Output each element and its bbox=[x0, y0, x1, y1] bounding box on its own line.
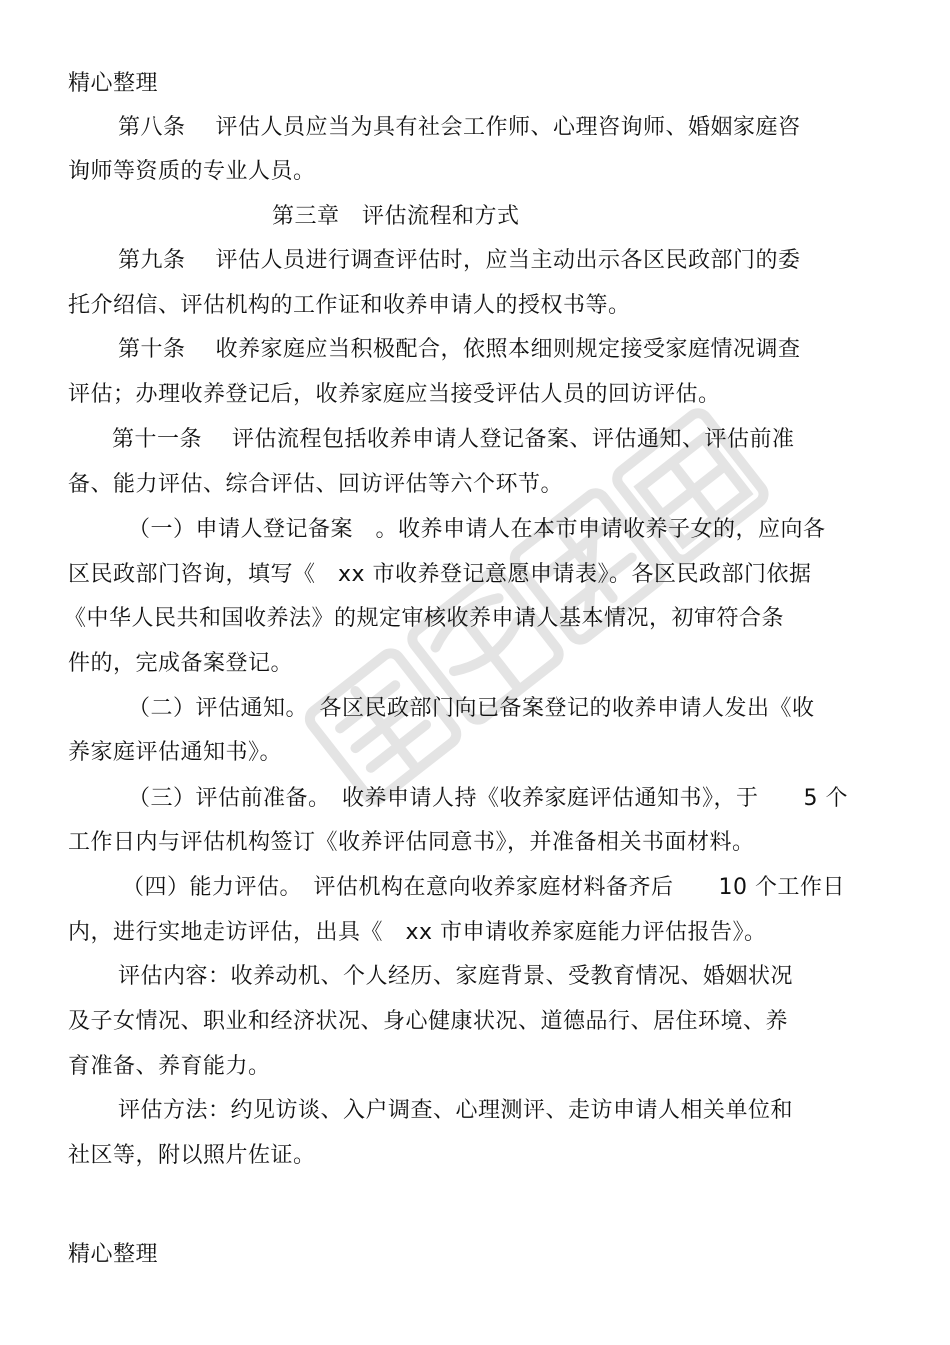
page-footer: 精心整理 bbox=[68, 1242, 159, 1267]
article-11-line-2: 备、能力评估、综合评估、回访评估等六个环节。 bbox=[68, 472, 564, 497]
item-4-line-1: （四）能力评估。 评估机构在意向收养家庭材料备齐后 10 个工作日 bbox=[122, 875, 845, 900]
page-header: 精心整理 bbox=[68, 71, 159, 96]
assessment-method-line-1: 评估方法：约见访谈、入户调查、心理测评、走访申请人相关单位和 bbox=[118, 1098, 794, 1123]
item-4-line-2: 内，进行实地走访评估，出具《 xx 市申请收养家庭能力评估报告》。 bbox=[68, 920, 767, 945]
item-1-line-2: 区民政部门咨询，填写《 xx 市收养登记意愿申请表》。各区民政部门依据 bbox=[68, 562, 812, 587]
item-2-line-1: （二）评估通知。 各区民政部门向已备案登记的收养申请人发出《收 bbox=[128, 696, 815, 721]
article-9-line-2: 托介绍信、评估机构的工作证和收养申请人的授权书等。 bbox=[68, 293, 631, 318]
item-1-line-1: （一）申请人登记备案 。收养申请人在本市申请收养子女的，应向各 bbox=[128, 517, 826, 542]
article-8-line-1: 第八条 评估人员应当为具有社会工作师、心理咨询师、婚姻家庭咨 bbox=[118, 115, 801, 140]
assessment-method-line-2: 社区等，附以照片佐证。 bbox=[68, 1143, 316, 1168]
assessment-content-line-2: 及子女情况、职业和经济状况、身心健康状况、道德品行、居住环境、养 bbox=[68, 1009, 789, 1034]
item-3-line-2: 工作日内与评估机构签订《收养评估同意书》，并准备相关书面材料。 bbox=[68, 830, 755, 855]
item-2-line-2: 养家庭评估通知书》。 bbox=[68, 740, 283, 765]
chapter-3-heading: 第三章 评估流程和方式 bbox=[272, 204, 520, 229]
assessment-content-line-1: 评估内容：收养动机、个人经历、家庭背景、受教育情况、婚姻状况 bbox=[118, 964, 794, 989]
item-1-line-4: 件的，完成备案登记。 bbox=[68, 651, 294, 676]
article-10-line-1: 第十条 收养家庭应当积极配合，依照本细则规定接受家庭情况调查 bbox=[118, 337, 801, 362]
article-8-line-2: 询师等资质的专业人员。 bbox=[68, 159, 316, 184]
article-11-line-1: 第十一条 评估流程包括收养申请人登记备案、评估通知、评估前准 bbox=[112, 427, 795, 452]
article-10-line-2: 评估；办理收养登记后，收养家庭应当接受评估人员的回访评估。 bbox=[68, 382, 721, 407]
article-9-line-1: 第九条 评估人员进行调查评估时，应当主动出示各区民政部门的委 bbox=[118, 248, 801, 273]
assessment-content-line-3: 育准备、养育能力。 bbox=[68, 1054, 271, 1079]
item-1-line-3: 《中华人民共和国收养法》的规定审核收养申请人基本情况，初审符合条 bbox=[64, 606, 785, 631]
item-3-line-1: （三）评估前准备。 收养申请人持《收养家庭评估通知书》，于 5 个 bbox=[128, 786, 848, 811]
